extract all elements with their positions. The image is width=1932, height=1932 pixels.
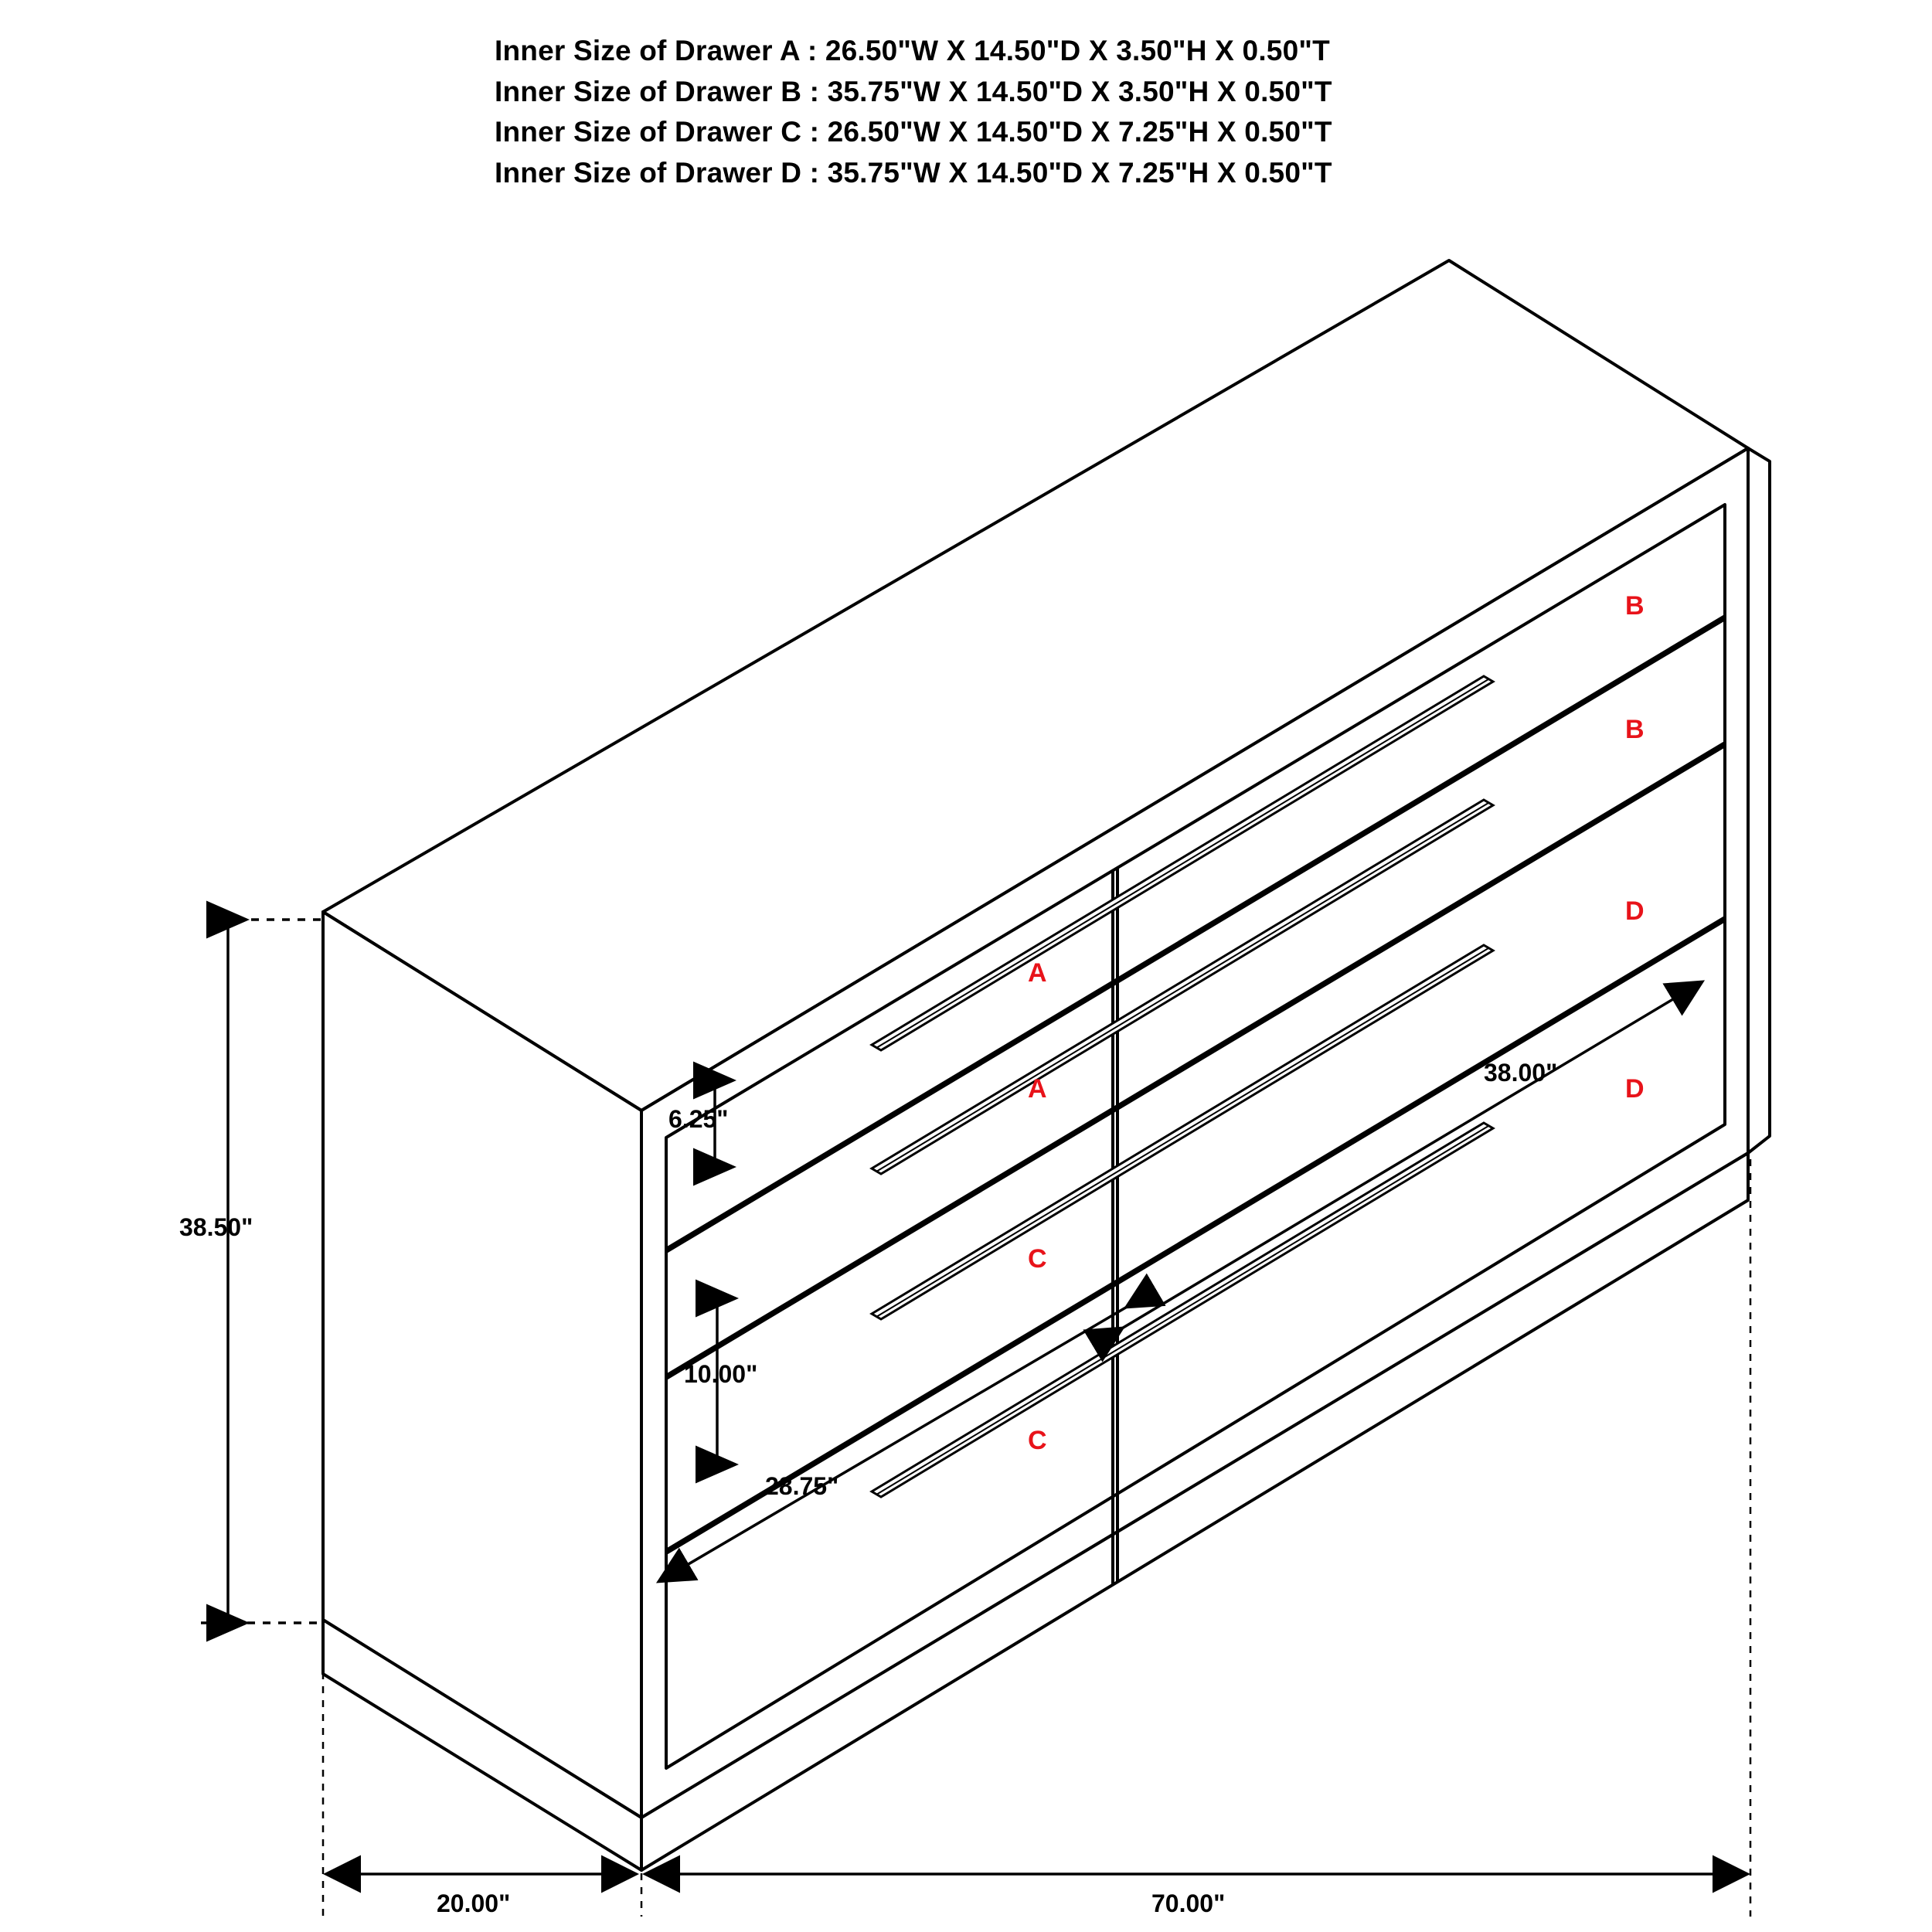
spec-line-b: Inner Size of Drawer B : 35.75"W X 14.50"D X 3.50"H X 0.50"T bbox=[495, 75, 1332, 107]
drawer-tag-a-top: A bbox=[1028, 958, 1047, 988]
label-large-drawer-height: 10.00" bbox=[684, 1360, 758, 1388]
drawer-tag-a-second: A bbox=[1028, 1074, 1047, 1104]
dim-overall-height bbox=[201, 920, 325, 1623]
spec-line-d: Inner Size of Drawer D : 35.75"W X 14.50"D X 7.25"H X 0.50"T bbox=[495, 156, 1332, 189]
drawer-tag-b-second: B bbox=[1625, 715, 1645, 744]
label-overall-width: 70.00" bbox=[1151, 1889, 1226, 1917]
label-overall-height: 38.50" bbox=[179, 1213, 253, 1241]
drawer-tag-b-top: B bbox=[1625, 591, 1645, 621]
drawer-tag-d-bottom: D bbox=[1625, 1074, 1645, 1104]
spec-line-c: Inner Size of Drawer C : 26.50"W X 14.50"D X 7.25"H X 0.50"T bbox=[495, 116, 1332, 148]
right-side-sliver bbox=[1748, 448, 1770, 1153]
drawer-tag-d-third: D bbox=[1625, 896, 1645, 926]
label-left-drawer-width: 28.75" bbox=[765, 1472, 839, 1500]
label-right-drawer-width: 38.00" bbox=[1484, 1059, 1558, 1087]
label-small-drawer-height: 6.25" bbox=[668, 1105, 729, 1133]
drawer-tag-c-third: C bbox=[1028, 1244, 1047, 1274]
spec-line-a: Inner Size of Drawer A : 26.50"W X 14.50"D X 3.50"H X 0.50"T bbox=[495, 35, 1330, 66]
drawer-tag-c-bottom: C bbox=[1028, 1426, 1047, 1455]
label-depth: 20.00" bbox=[437, 1889, 511, 1917]
